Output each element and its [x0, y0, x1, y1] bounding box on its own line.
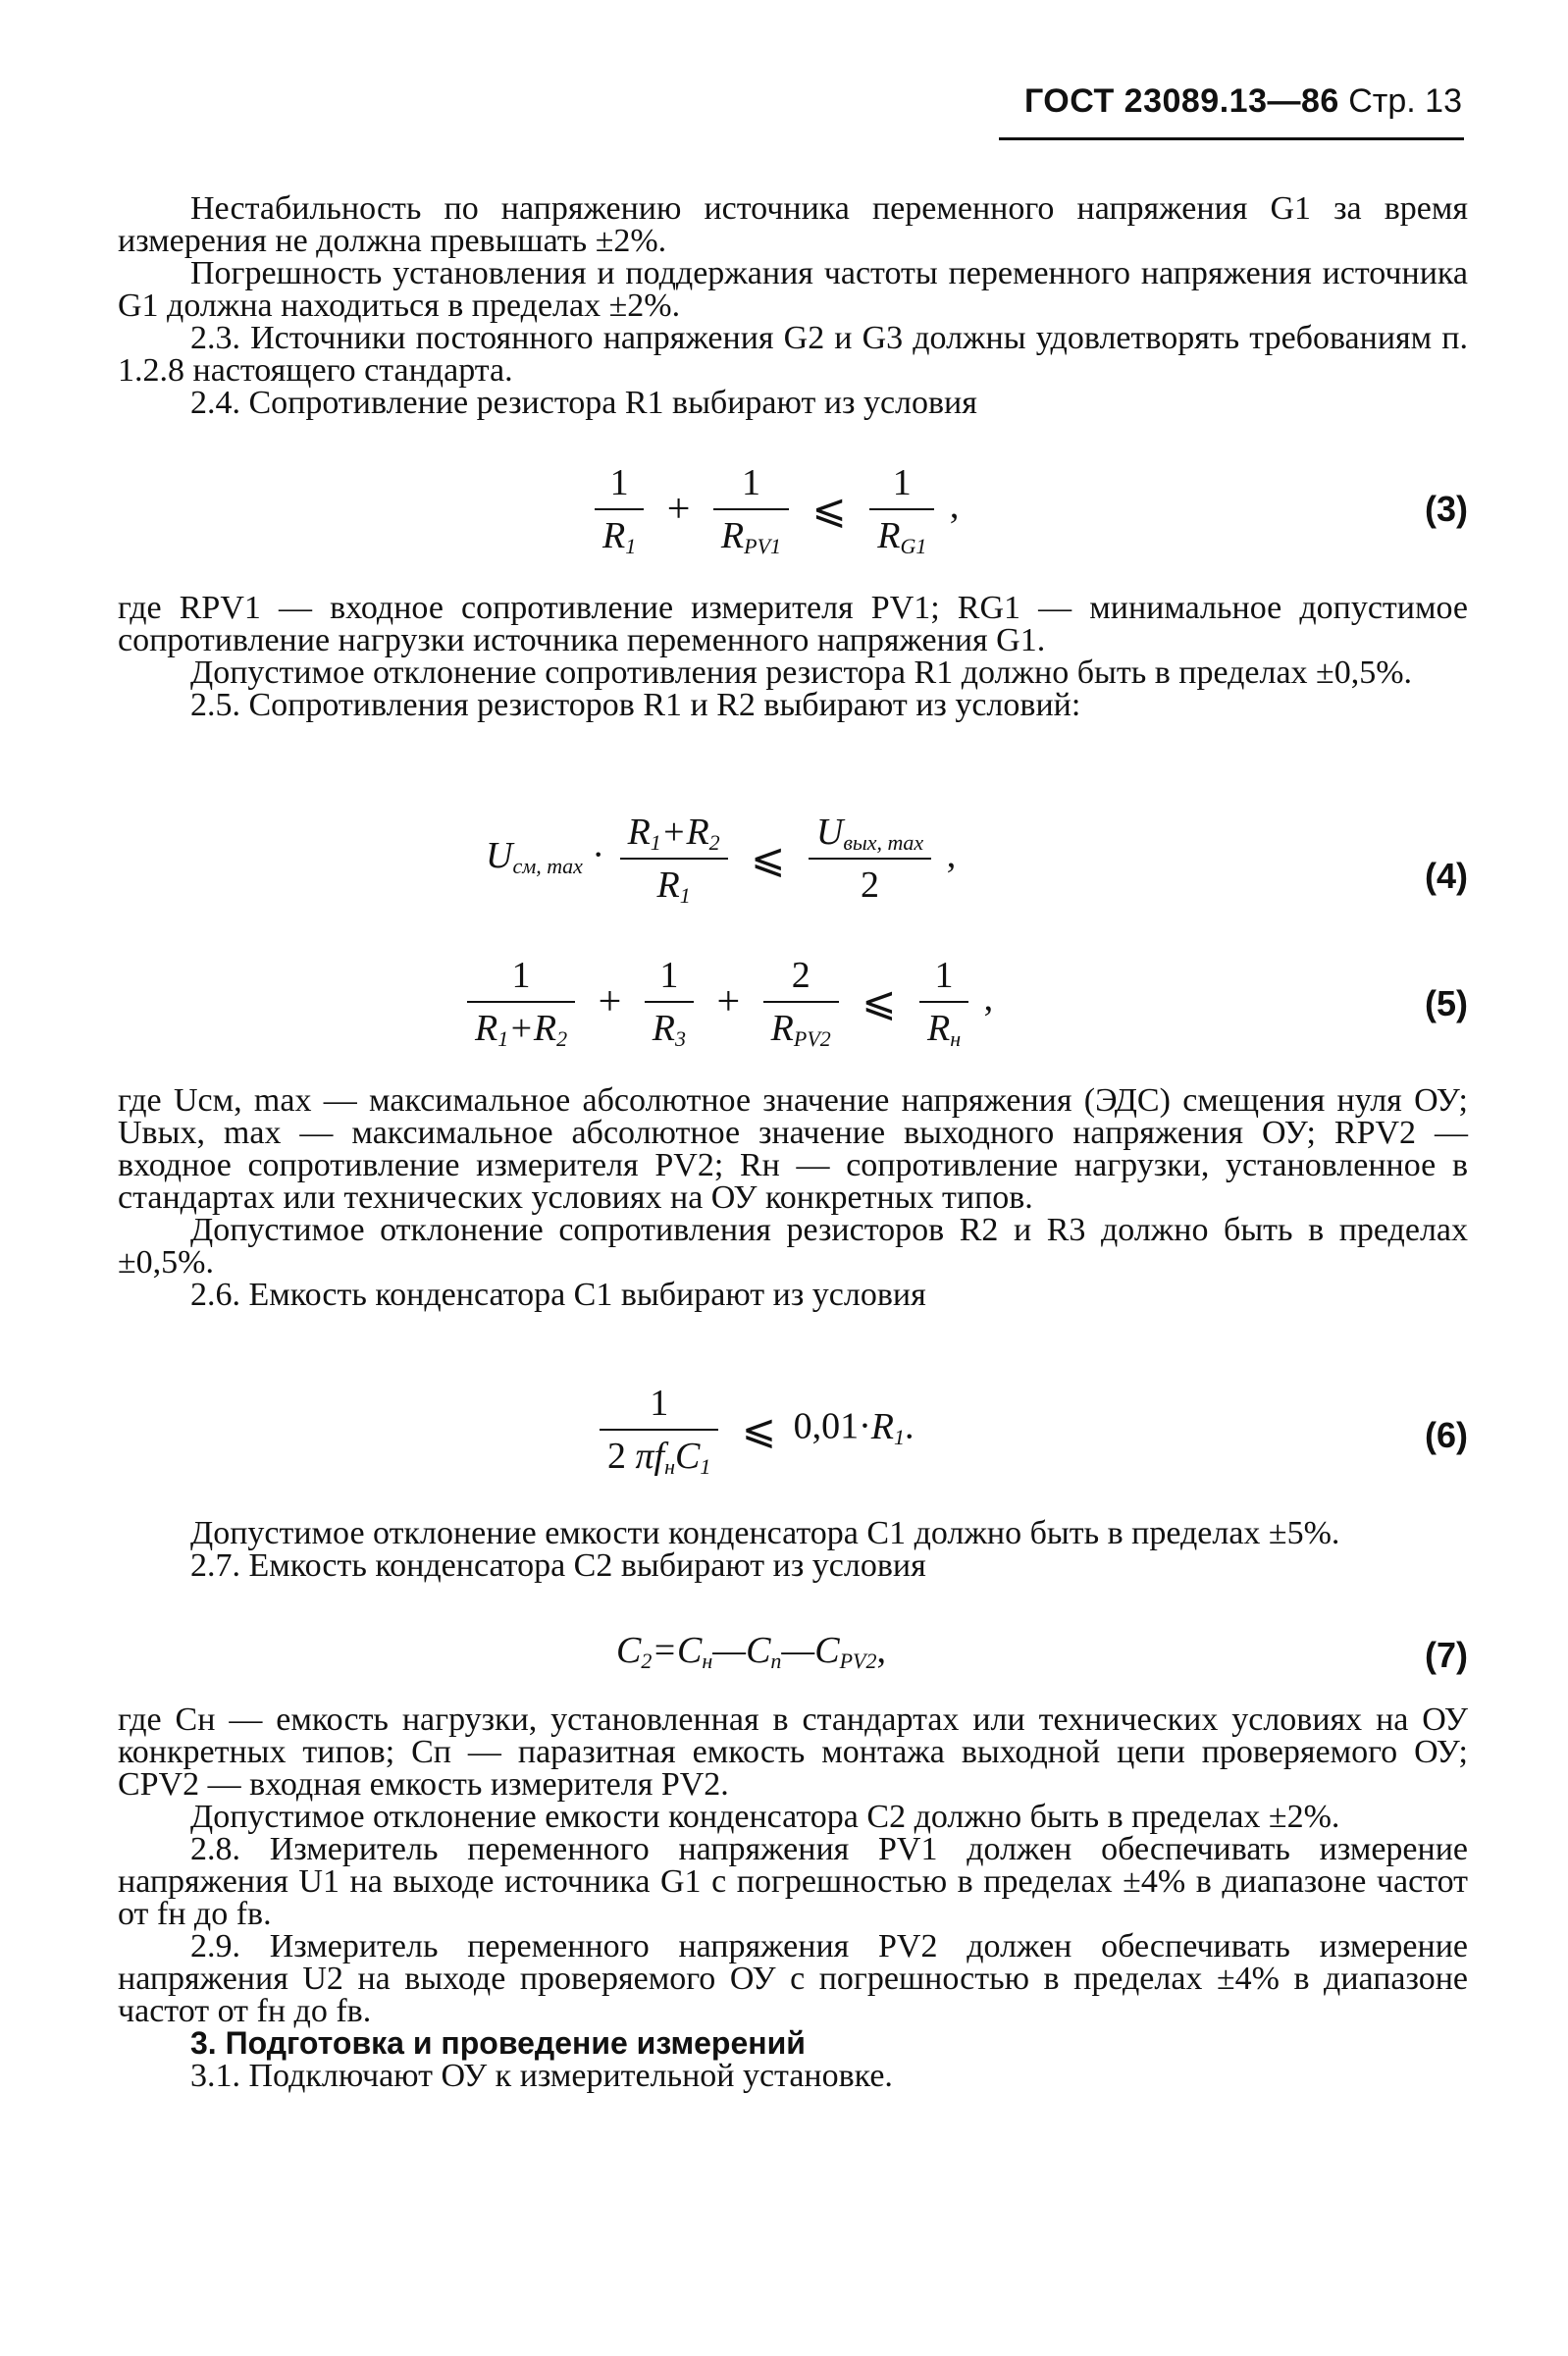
page-number: Стр. 13 — [1348, 82, 1462, 120]
equation-number: (5) — [1425, 983, 1468, 1023]
text-block-1 — [118, 192, 1468, 419]
equation-number: (7) — [1425, 1635, 1468, 1675]
text-block-2 — [118, 592, 1468, 721]
page-header — [1001, 82, 1462, 121]
paragraph: 2.7. Емкость конденсатора C2 выбирают из условия — [190, 1547, 926, 1584]
paragraph: 2.6. Емкость конденсатора C1 выбирают из условия — [190, 1277, 926, 1313]
paragraph: 2.4. Сопротивление резистора R1 выбирают из условия — [190, 385, 977, 421]
paragraph: Допустимое отклонение сопротивления резистора R1 должно быть в пределах ±0,5%. — [190, 654, 1413, 691]
paragraph: Допустимое отклонение емкости конденсатора C1 должно быть в пределах ±5%. — [190, 1515, 1340, 1551]
text-block-3 — [118, 1084, 1468, 1311]
equation-number: (3) — [1425, 489, 1468, 529]
paragraph: где Uсм, max — максимальное абсолютное значение напряжения (ЭДС) смещения нуля ОУ; Uвых, max — максимальное абсолютное значение выходного напряжения ОУ; RPV2 — входное сопротивление измерителя PV2; Rн — сопротивление нагрузки, установленное в стандартах или технических условиях на ОУ конкретных типов. — [118, 1082, 1468, 1216]
paragraph: Допустимое отклонение емкости конденсатора C2 должно быть в пределах ±2%. — [190, 1799, 1340, 1835]
paragraph: Допустимое отклонение сопротивления резисторов R2 и R3 должно быть в пределах ±0,5%. — [118, 1212, 1468, 1281]
paragraph: 2.3. Источники постоянного напряжения G2 и G3 должны удовлетворять требованиям п. 1.2.8 настоящего стандарта. — [118, 320, 1468, 389]
formula-4: $U_{см, max}$ · $\frac{R_1+R_2}{R_1}$ ⩽ $\frac{U_{вых, max}}{2}$ , — [486, 812, 957, 908]
paragraph: где Cн — емкость нагрузки, установленная в стандартах или технических условиях на ОУ конкретных типов; Cп — паразитная емкость монтажа выходной цепи проверяемого ОУ; CPV2 — входная емкость измерителя PV2. — [118, 1702, 1468, 1803]
paragraph: 3.1. Подключают ОУ к измерительной установке. — [190, 2058, 893, 2094]
paragraph: где RPV1 — входное сопротивление измерителя PV1; RG1 — минимальное допустимое сопротивление нагрузки источника переменного напряжения G1. — [118, 590, 1468, 658]
formula-3: $\frac{1}{R_1}$ + $\frac{1}{R_{PV1}}$ ⩽ $\frac{1}{R_{G1}}$ , — [589, 461, 959, 557]
text-block-5 — [118, 1703, 1468, 2092]
paragraph: 2.8. Измеритель переменного напряжения PV1 должен обеспечивать измерение напряжения U1 на выходе источника G1 с погрешностью в пределах ±4% в диапазоне частот от fн до fв. — [118, 1831, 1468, 1932]
paragraph: 2.5. Сопротивления резисторов R1 и R2 выбирают из условий: — [190, 687, 1081, 723]
formula-5: $\frac{1}{R_1+R_2}$ + $\frac{1}{R_3}$ + $\frac{2}{R_{PV2}}$ ⩽ $\frac{1}{R_н}$ , — [461, 954, 993, 1050]
text-block-4 — [118, 1517, 1468, 1582]
formula-6: $\frac{1}{2 \pi f_нC_1}$ ⩽ $0,01\cdot R_1$. — [594, 1382, 914, 1478]
header-rule — [999, 137, 1464, 140]
equation-number: (4) — [1425, 856, 1468, 896]
paragraph: Погрешность установления и поддержания частоты переменного напряжения источника G1 должна находиться в пределах ±2%. — [118, 255, 1468, 324]
formula-7: $C_2=C_н—C_п—C_{PV2}$, — [616, 1630, 886, 1673]
paragraph: Нестабильность по напряжению источника переменного напряжения G1 за время измерения не должна превышать ±2%. — [118, 190, 1468, 259]
equation-number: (6) — [1425, 1415, 1468, 1455]
paragraph: 2.9. Измеритель переменного напряжения PV2 должен обеспечивать измерение напряжения U2 на выходе проверяемого ОУ с погрешностью в пределах ±4% в диапазоне частот от fн до fв. — [118, 1928, 1468, 2029]
standard-code: ГОСТ 23089.13—86 — [1023, 82, 1339, 120]
section-heading: 3. Подготовка и проведение измерений — [190, 2025, 806, 2061]
